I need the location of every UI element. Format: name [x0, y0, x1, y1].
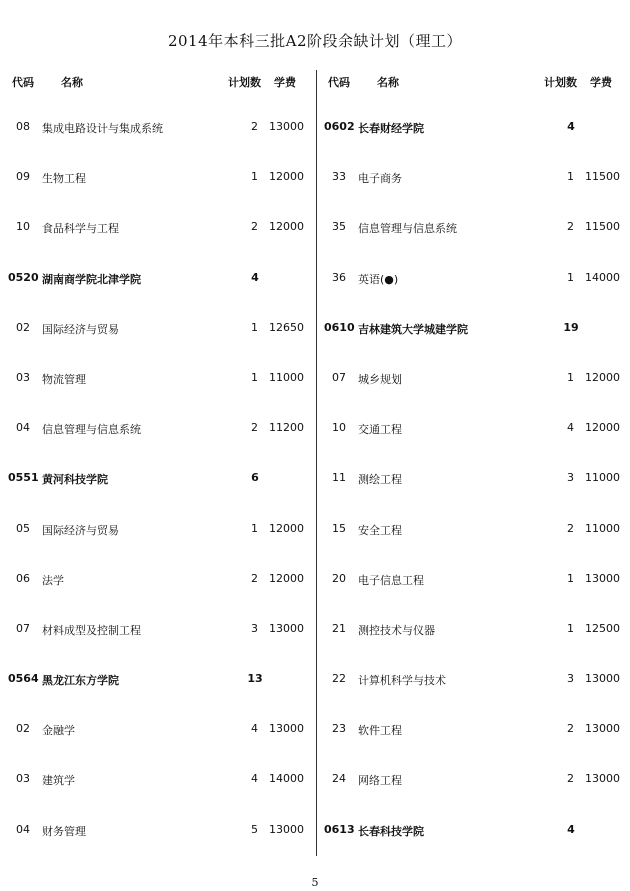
header-name: 名称	[377, 76, 399, 89]
row-count: 3	[567, 471, 574, 485]
row-fee: 14000	[585, 270, 620, 284]
row-count: 3	[251, 621, 258, 635]
row-name: 财务管理	[42, 824, 86, 838]
row-fee: 13000	[585, 672, 620, 686]
row-name: 网络工程	[358, 774, 402, 788]
major-row	[322, 343, 627, 393]
row-count: 1	[567, 170, 574, 184]
row-fee: 13000	[585, 571, 620, 585]
row-code: 04	[16, 822, 30, 836]
row-fee: 11500	[585, 170, 620, 184]
right-table-body	[322, 92, 627, 845]
left-table-body	[6, 92, 311, 845]
header-fee: 学费	[590, 76, 612, 89]
row-code: 0610	[324, 320, 355, 334]
school-row	[322, 293, 627, 343]
row-name: 国际经济与贸易	[42, 322, 119, 336]
row-code: 02	[16, 320, 30, 334]
row-code: 08	[16, 120, 30, 133]
major-row	[322, 694, 627, 744]
row-name: 电子信息工程	[358, 573, 424, 587]
row-count: 1	[567, 370, 574, 384]
right-table-header	[322, 74, 627, 92]
row-fee: 12500	[585, 621, 620, 635]
row-count: 2	[567, 521, 574, 535]
school-row	[6, 243, 311, 293]
row-code: 33	[332, 170, 346, 184]
row-code: 04	[16, 421, 30, 435]
row-code: 35	[332, 220, 346, 234]
row-count: 2	[251, 120, 258, 133]
row-fee: 13000	[269, 822, 304, 836]
row-count: 1	[567, 621, 574, 635]
row-count: 2	[567, 722, 574, 736]
row-fee: 13000	[269, 722, 304, 736]
row-name: 信息管理与信息系统	[358, 222, 457, 236]
major-row	[6, 494, 311, 544]
row-count: 4	[567, 120, 575, 133]
row-name: 交通工程	[358, 423, 402, 437]
row-count: 4	[251, 772, 258, 786]
major-row	[322, 192, 627, 242]
row-code: 36	[332, 270, 346, 284]
header-count: 计划数	[544, 76, 577, 89]
right-column	[322, 74, 627, 845]
left-column	[6, 74, 311, 845]
row-code: 03	[16, 772, 30, 786]
header-name: 名称	[61, 76, 83, 89]
row-code: 09	[16, 170, 30, 184]
left-table-header	[6, 74, 311, 92]
row-fee: 14000	[269, 772, 304, 786]
row-fee: 12000	[585, 421, 620, 435]
row-name: 建筑学	[42, 774, 75, 788]
row-name: 法学	[42, 573, 64, 587]
row-name: 湖南商学院北津学院	[42, 272, 141, 286]
row-code: 0520	[8, 270, 39, 284]
row-count: 6	[251, 471, 259, 485]
row-name: 国际经济与贸易	[42, 523, 119, 537]
row-count: 1	[251, 170, 258, 184]
row-fee: 13000	[585, 772, 620, 786]
school-row	[322, 795, 627, 845]
row-fee: 11000	[585, 521, 620, 535]
row-count: 1	[251, 370, 258, 384]
major-row	[322, 142, 627, 192]
row-code: 07	[16, 621, 30, 635]
major-row	[6, 142, 311, 192]
row-name: 城乡规划	[358, 372, 402, 386]
major-row	[6, 393, 311, 443]
row-code: 0602	[324, 120, 355, 133]
row-code: 0613	[324, 822, 355, 836]
row-count: 4	[567, 822, 575, 836]
row-count: 5	[251, 822, 258, 836]
row-name: 黄河科技学院	[42, 473, 108, 487]
row-name: 黑龙江东方学院	[42, 674, 119, 688]
row-name: 测控技术与仪器	[358, 623, 435, 637]
row-name: 安全工程	[358, 523, 402, 537]
header-code: 代码	[328, 76, 350, 89]
row-count: 13	[247, 672, 263, 686]
major-row	[6, 594, 311, 644]
header-fee: 学费	[274, 76, 296, 89]
row-name: 信息管理与信息系统	[42, 423, 141, 437]
row-count: 1	[567, 270, 574, 284]
page-number: 5	[311, 876, 319, 889]
row-name: 长春财经学院	[358, 122, 424, 135]
school-row	[322, 92, 627, 142]
row-code: 0551	[8, 471, 39, 485]
row-name: 长春科技学院	[358, 824, 424, 838]
row-name: 集成电路设计与集成系统	[42, 122, 163, 135]
row-count: 4	[251, 722, 258, 736]
row-fee: 13000	[585, 722, 620, 736]
row-fee: 11500	[585, 220, 620, 234]
school-row	[6, 644, 311, 694]
page-title: 2014年本科三批A2阶段余缺计划（理工）	[167, 32, 463, 50]
row-count: 3	[567, 672, 574, 686]
row-fee: 12000	[269, 571, 304, 585]
row-name: 吉林建筑大学城建学院	[358, 322, 468, 336]
row-count: 19	[563, 320, 579, 334]
row-code: 11	[332, 471, 346, 485]
row-name: 金融学	[42, 724, 75, 738]
row-code: 02	[16, 722, 30, 736]
column-divider	[316, 70, 317, 856]
row-name: 食品科学与工程	[42, 222, 119, 236]
row-fee: 12000	[269, 521, 304, 535]
row-fee: 12000	[585, 370, 620, 384]
row-code: 22	[332, 672, 346, 686]
header-count: 计划数	[228, 76, 261, 89]
row-fee: 11000	[269, 370, 304, 384]
row-code: 15	[332, 521, 346, 535]
row-count: 1	[251, 320, 258, 334]
major-row	[6, 544, 311, 594]
row-code: 23	[332, 722, 346, 736]
row-fee: 12000	[269, 170, 304, 184]
major-row	[6, 795, 311, 845]
row-code: 21	[332, 621, 346, 635]
row-fee: 13000	[269, 621, 304, 635]
major-row	[322, 544, 627, 594]
row-code: 20	[332, 571, 346, 585]
header-code: 代码	[12, 76, 34, 89]
major-row	[322, 644, 627, 694]
row-code: 03	[16, 370, 30, 384]
row-name: 英语(●)	[358, 272, 399, 286]
major-row	[322, 594, 627, 644]
row-name: 材料成型及控制工程	[42, 623, 141, 637]
row-fee: 11200	[269, 421, 304, 435]
row-count: 4	[567, 421, 574, 435]
school-row	[6, 443, 311, 493]
row-count: 1	[251, 521, 258, 535]
row-fee: 11000	[585, 471, 620, 485]
row-count: 2	[567, 220, 574, 234]
row-count: 2	[251, 220, 258, 234]
major-row	[322, 443, 627, 493]
major-row	[322, 243, 627, 293]
row-name: 测绘工程	[358, 473, 402, 487]
major-row	[6, 192, 311, 242]
row-code: 05	[16, 521, 30, 535]
row-code: 0564	[8, 672, 39, 686]
major-row	[6, 694, 311, 744]
row-code: 07	[332, 370, 346, 384]
row-fee: 12000	[269, 220, 304, 234]
row-name: 生物工程	[42, 172, 86, 186]
row-count: 1	[567, 571, 574, 585]
row-count: 2	[251, 571, 258, 585]
row-name: 物流管理	[42, 372, 86, 386]
major-row	[322, 393, 627, 443]
row-count: 4	[251, 270, 259, 284]
row-code: 10	[16, 220, 30, 234]
row-name: 软件工程	[358, 724, 402, 738]
major-row	[322, 744, 627, 794]
row-code: 24	[332, 772, 346, 786]
row-name: 计算机科学与技术	[358, 674, 446, 688]
row-code: 06	[16, 571, 30, 585]
row-fee: 13000	[269, 120, 304, 133]
major-row	[6, 92, 311, 142]
major-row	[6, 293, 311, 343]
major-row	[6, 343, 311, 393]
row-count: 2	[251, 421, 258, 435]
major-row	[322, 494, 627, 544]
major-row	[6, 744, 311, 794]
row-name: 电子商务	[358, 172, 402, 186]
row-fee: 12650	[269, 320, 304, 334]
row-code: 10	[332, 421, 346, 435]
row-count: 2	[567, 772, 574, 786]
